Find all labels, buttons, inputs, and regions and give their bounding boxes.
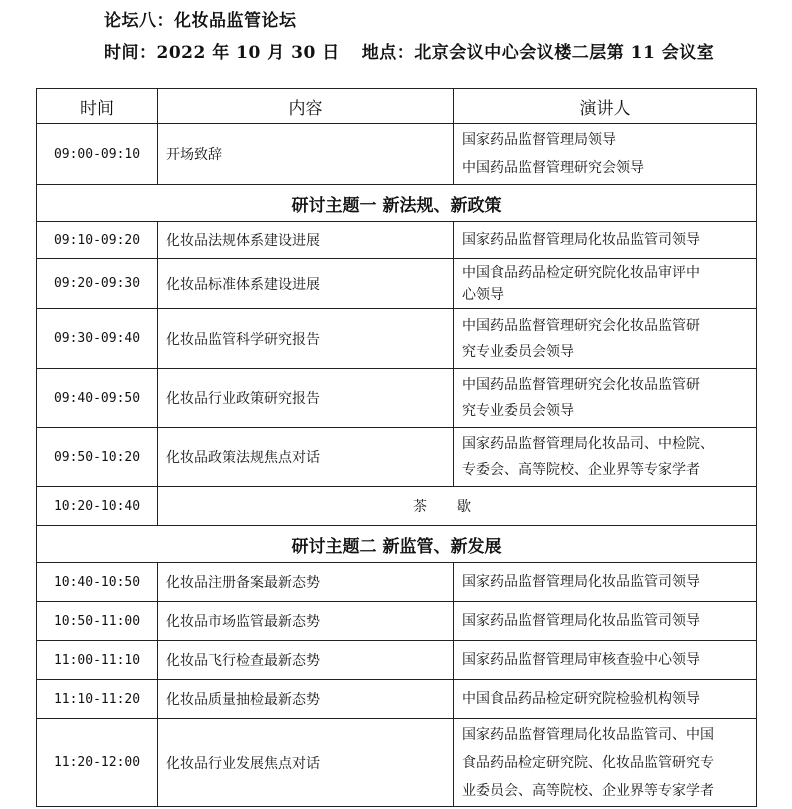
content-cell: 化妆品市场监管最新态势	[158, 602, 454, 641]
speaker-line: 中国药品监督管理研究会化妆品监管研	[462, 317, 700, 334]
time-cell: 09:20-09:30	[37, 259, 158, 309]
speaker-line: 中国药品监督管理研究会领导	[462, 160, 644, 176]
table-row	[37, 428, 757, 487]
speaker-cell	[454, 124, 757, 185]
theme-heading: 研讨主题一 新法规、新政策	[37, 185, 757, 222]
theme-row	[37, 526, 757, 563]
content-cell: 化妆品标准体系建设进展	[158, 259, 454, 309]
speaker-line: 中国食品药品检定研究院检验机构领导	[462, 691, 700, 707]
speaker-line: 国家药品监督管理局化妆品监管司领导	[462, 574, 700, 590]
speaker-line: 究专业委员会领导	[462, 343, 574, 360]
content-cell: 化妆品行业政策研究报告	[158, 369, 454, 428]
table-row	[37, 222, 757, 259]
speaker-cell	[454, 680, 757, 719]
time-cell: 11:10-11:20	[37, 680, 158, 719]
speaker-line: 食品药品检定研究院、化妆品监管研究专	[462, 754, 714, 771]
table-row	[37, 124, 757, 185]
speaker-cell	[454, 641, 757, 680]
time-cell: 10:40-10:50	[37, 563, 158, 602]
theme-heading: 研讨主题二 新监管、新发展	[37, 526, 757, 563]
time-cell: 09:30-09:40	[37, 309, 158, 369]
speaker-line: 国家药品监督管理局领导	[462, 132, 616, 148]
speaker-line: 心领导	[462, 286, 504, 303]
content-cell: 化妆品监管科学研究报告	[158, 309, 454, 369]
speaker-cell	[454, 563, 757, 602]
theme-row	[37, 185, 757, 222]
time-cell: 09:50-10:20	[37, 428, 158, 487]
time-cell: 09:10-09:20	[37, 222, 158, 259]
table-row	[37, 369, 757, 428]
content-cell: 化妆品行业发展焦点对话	[158, 719, 454, 807]
content-cell: 化妆品注册备案最新态势	[158, 563, 454, 602]
table-row	[37, 309, 757, 369]
time-label: 时间：2022 年 10 月 30 日	[104, 43, 340, 63]
speaker-line: 中国食品药品检定研究院化妆品审评中	[462, 264, 700, 281]
time-cell: 10:50-11:00	[37, 602, 158, 641]
speaker-line: 业委员会、高等院校、企业界等专家学者	[462, 782, 714, 799]
content-cell: 化妆品飞行检查最新态势	[158, 641, 454, 680]
speaker-line: 国家药品监督管理局化妆品监管司领导	[462, 613, 700, 629]
time-cell: 09:40-09:50	[37, 369, 158, 428]
table-row	[37, 641, 757, 680]
forum-title: 论坛八：化妆品监管论坛	[104, 11, 297, 31]
speaker-cell	[454, 309, 757, 369]
time-cell: 10:20-10:40	[37, 487, 158, 526]
table-header-row	[37, 89, 757, 124]
speaker-cell	[454, 369, 757, 428]
time-cell: 11:00-11:10	[37, 641, 158, 680]
speaker-cell	[454, 259, 757, 309]
table-row	[37, 259, 757, 309]
speaker-line: 国家药品监督管理局审核查验中心领导	[462, 652, 700, 668]
tea-break-cell: 茶歇	[158, 487, 757, 526]
column-header-content: 内容	[158, 89, 454, 124]
column-header-speaker: 演讲人	[454, 89, 757, 124]
content-cell: 化妆品法规体系建设进展	[158, 222, 454, 259]
schedule-table	[36, 88, 757, 807]
table-row	[37, 487, 757, 526]
table-row	[37, 602, 757, 641]
speaker-cell	[454, 602, 757, 641]
speaker-cell	[454, 719, 757, 807]
speaker-cell	[454, 428, 757, 487]
time-cell: 09:00-09:10	[37, 124, 158, 185]
column-header-time: 时间	[37, 89, 158, 124]
speaker-line: 中国药品监督管理研究会化妆品监管研	[462, 377, 700, 393]
speaker-line: 究专业委员会领导	[462, 403, 574, 419]
time-place-line	[104, 38, 714, 63]
speaker-cell	[454, 222, 757, 259]
speaker-line: 国家药品监督管理局化妆品司、中检院、	[462, 436, 714, 452]
table-row	[37, 680, 757, 719]
table-row	[37, 719, 757, 807]
content-cell: 化妆品政策法规焦点对话	[158, 428, 454, 487]
speaker-line: 国家药品监督管理局化妆品监管司、中国	[462, 726, 714, 743]
content-cell: 化妆品质量抽检最新态势	[158, 680, 454, 719]
place-label: 地点：北京会议中心会议楼二层第 11 会议室	[361, 43, 715, 63]
speaker-line: 国家药品监督管理局化妆品监管司领导	[462, 232, 700, 248]
time-cell: 11:20-12:00	[37, 719, 158, 807]
table-row	[37, 563, 757, 602]
content-cell: 开场致辞	[158, 124, 454, 185]
speaker-line: 专委会、高等院校、企业界等专家学者	[462, 462, 700, 478]
